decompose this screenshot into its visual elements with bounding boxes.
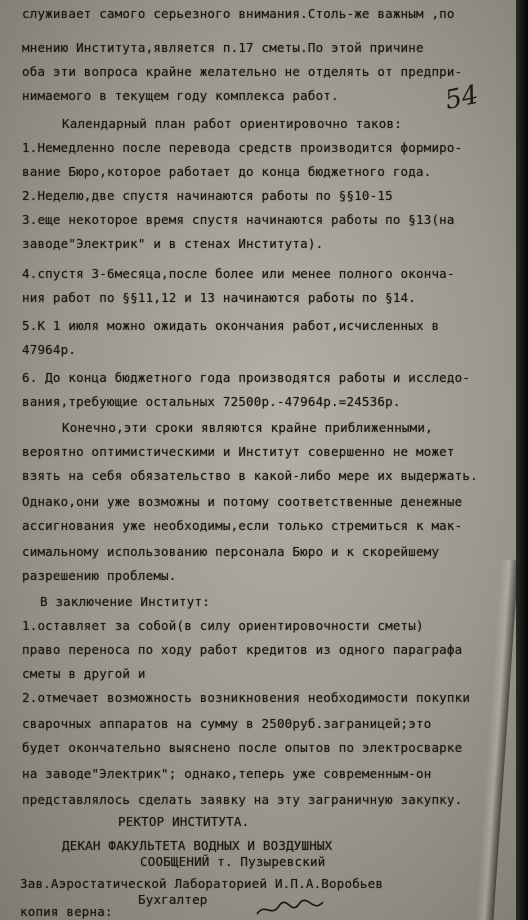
signature-name: Зав.Аэростатической Лабораторией И.П.А.Воробьев: [20, 876, 384, 891]
text-line: 1.оставляет за собой(в силу ориентировочности сметы): [22, 618, 424, 633]
text-line: право переноса по ходу работ кредитов из одного параграфа: [22, 642, 463, 657]
certification-note: копия верна:: [20, 904, 113, 919]
scan-edge: [516, 0, 528, 920]
text-line: В заключение Институт:: [40, 594, 210, 609]
text-line: оба эти вопроса крайне желательно не отделять от предпри-: [22, 64, 463, 79]
text-line: ния работ по §§11,12 и 13 начинаются работы по §14.: [22, 290, 417, 305]
signature-title: РЕКТОР ИНСТИТУТА.: [118, 814, 250, 829]
text-line: заводе"Электрик" и в стенах Института).: [22, 236, 324, 251]
text-line: 6. До конца бюджетного года производятся работы и исследо-: [22, 370, 471, 385]
text-line: мнению Института,является п.17 сметы.По этой причине: [22, 40, 424, 55]
text-line: представлялось сделать заявку на эту заграничную закупку.: [22, 792, 463, 807]
signature-title: ДЕКАН ФАКУЛЬТЕТА ВОДНЫХ И ВОЗДУШНЫХ: [62, 838, 333, 853]
text-line: на заводе"Электрик"; однако,теперь уже современным-он: [22, 766, 432, 781]
signature-title: Бухгалтер: [138, 892, 208, 907]
text-line: разрешению проблемы.: [22, 568, 177, 583]
text-line: Конечно,эти сроки являются крайне приближенными,: [62, 420, 433, 435]
signature-name: СООБЩЕНИЙ т. Пузыревский: [140, 854, 326, 869]
text-line: сварочных аппаратов на сумму в 2500руб.заграницей;это: [22, 716, 432, 731]
handwritten-signature: [255, 896, 325, 920]
text-line: 2.отмечает возможность возникновения необходимости покупки: [22, 690, 471, 705]
text-line: симальному использованию персонала Бюро и к скорейшему: [22, 544, 440, 559]
text-line: 4.спустя 3-6месяца,после более или менее полного оконча-: [22, 266, 455, 281]
text-line: 2.Неделю,две спустя начинаются работы по §§10-15: [22, 188, 393, 203]
paper-fold-shadow: [475, 560, 516, 920]
text-line: 47964р.: [22, 342, 77, 357]
text-line: ассигнования уже необходимы,если только стремиться к мак-: [22, 518, 463, 533]
text-line: взять на себя обязательство в какой-либо мере их выдержать.: [22, 468, 478, 483]
text-line: 3.еще некоторое время спустя начинаются работы по §13(на: [22, 212, 455, 227]
text-line: вания,требующие остальных 72500р.-47964р.=24536р.: [22, 394, 401, 409]
text-line: Календарный план работ ориентировочно таков:: [62, 116, 402, 131]
text-line: Однако,они уже возможны и потому соответственные денежные: [22, 494, 463, 509]
text-line: вание Бюро,которое работает до конца бюджетного года.: [22, 164, 432, 179]
text-line: будет окончательно выяснено после опытов по электросварке: [22, 740, 463, 755]
text-line: 1.Немедленно после перевода средств производится формиро-: [22, 140, 463, 155]
text-line: 5.К 1 июля можно ожидать окончания работ,исчисленных в: [22, 318, 440, 333]
text-line: вероятно оптимистическими и Институт совершенно не может: [22, 444, 455, 459]
text-line: служивает самого серьезного внимания.Столь-же важным ,по: [22, 6, 455, 21]
page-number-mark: 54: [442, 79, 482, 117]
text-line: сметы в другой и: [22, 666, 146, 681]
text-line: нимаемого в текущем году комплекса работ.: [22, 88, 339, 103]
